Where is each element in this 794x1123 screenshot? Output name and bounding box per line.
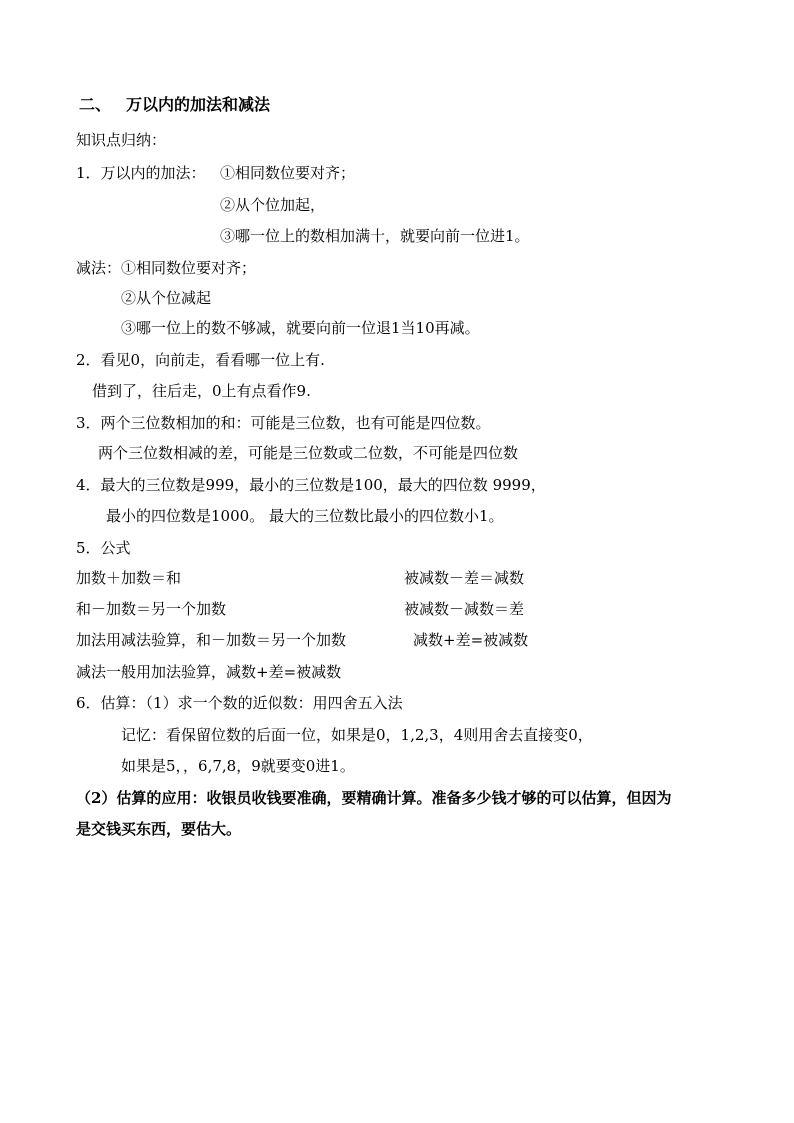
point4-line1: 4．最大的三位数是999，最小的三位数是100，最大的四位数 9999，: [76, 476, 546, 494]
section-title: 万以内的加法和减法: [126, 95, 271, 114]
point1-rule3: ③哪一位上的数相加满十，就要向前一位进1。: [220, 227, 530, 245]
formula-left-3: 加法用减法验算，和－加数＝另一个加数: [76, 631, 347, 649]
point1-rule1: ①相同数位要对齐；: [220, 164, 356, 182]
point1-lead: 1．万以内的加法：: [76, 164, 206, 182]
formula-right-2: 被减数－减数＝差: [404, 600, 525, 618]
formula-left-1: 加数＋加数＝和: [76, 569, 182, 587]
subtraction-rule1: ①相同数位要对齐；: [121, 259, 257, 277]
subtraction-lead: 减法：: [76, 259, 122, 277]
point5-heading: 5．公式: [76, 539, 131, 557]
point6-line1: 6．估算：（1）求一个数的近似数：用四舍五入法: [76, 694, 403, 712]
formula-left-2: 和－加数＝另一个加数: [76, 600, 227, 618]
summary-heading: 知识点归纳：: [76, 131, 167, 149]
formula-last: 减法一般用加法验算，减数+差=被减数: [76, 663, 342, 681]
point6-line3: 如果是5，，6,7,8，9就要变0进1。: [121, 757, 355, 775]
point6-line5: 是交钱买东西，要估大。: [76, 820, 242, 838]
point3-line2: 两个三位数相减的差，可能是三位数或二位数，不可能是四位数: [98, 444, 519, 462]
point6-line2: 记忆：看保留位数的后面一位，如果是0，1,2,3，4则用舍去直接变0，: [121, 726, 593, 744]
point2-line2: 借到了，往后走，0上有点看作9.: [92, 382, 311, 400]
formula-right-3: 减数+差=被减数: [413, 631, 529, 649]
point4-line2: 最小的四位数是1000。 最大的三位数比最小的四位数小1。: [106, 507, 504, 525]
subtraction-rule2: ②从个位减起: [121, 289, 212, 307]
section-number: 二、: [79, 95, 112, 114]
point1-rule2: ②从个位加起，: [220, 196, 326, 214]
subtraction-rule3: ③哪一位上的数不够减，就要向前一位退1当10再减。: [121, 319, 480, 337]
point3-line1: 3．两个三位数相加的和：可能是三位数，也有可能是四位数。: [76, 414, 491, 432]
point2-line1: 2．看见0，向前走，看看哪一位上有.: [76, 351, 325, 369]
formula-right-1: 被减数－差＝减数: [404, 569, 525, 587]
point6-line4: （2）估算的应用：收银员收钱要准确，要精确计算。准备多少钱才够的可以估算，但因为: [76, 789, 672, 807]
